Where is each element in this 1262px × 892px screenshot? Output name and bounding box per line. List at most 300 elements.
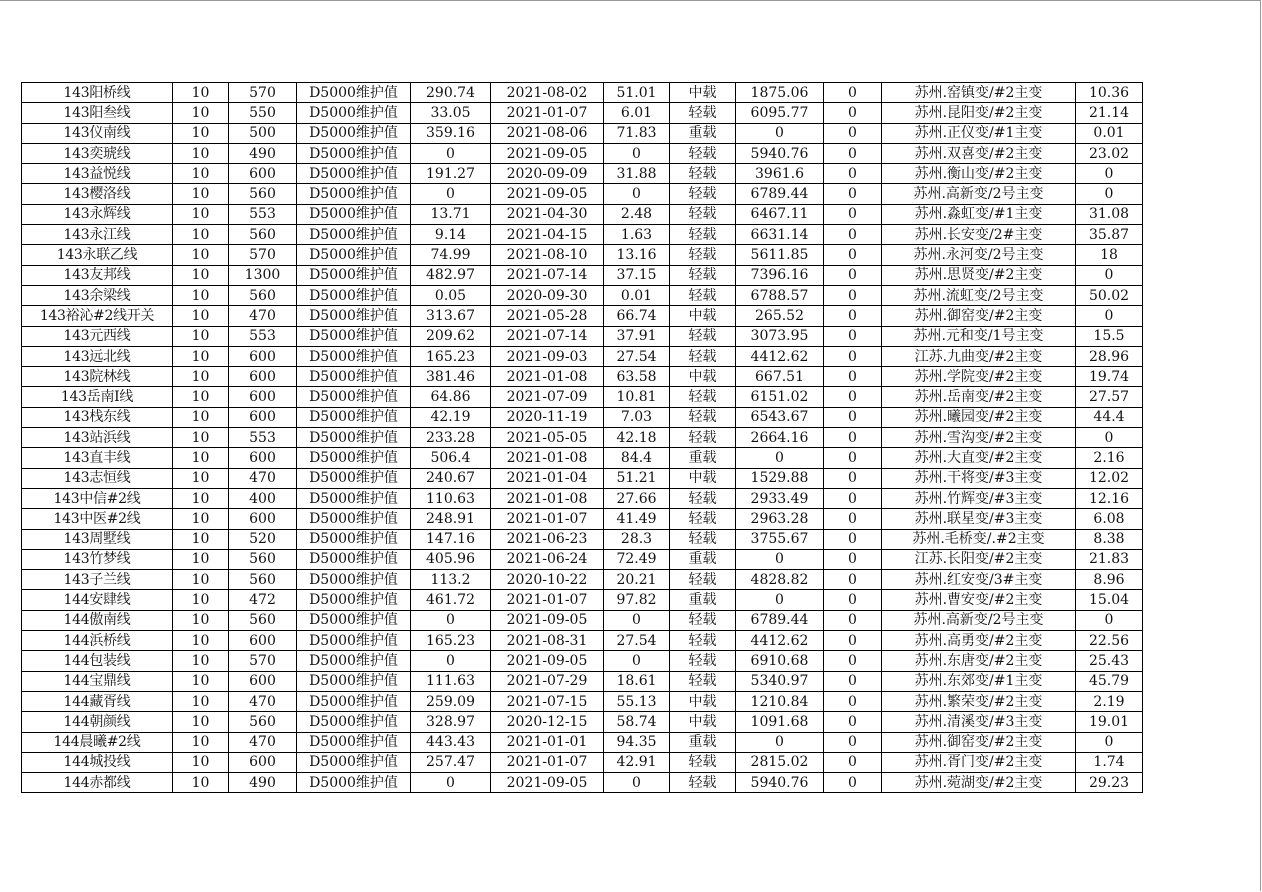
date-cell: 2021-07-09	[491, 387, 604, 407]
capacity-cell: 553	[229, 204, 297, 224]
value-cell: 12.16	[1076, 488, 1143, 508]
source-cell: D5000维护值	[297, 448, 411, 468]
load-status-cell: 中载	[670, 306, 736, 326]
source-cell: D5000维护值	[297, 245, 411, 265]
zero-cell: 0	[824, 651, 882, 671]
date-cell: 2021-06-23	[491, 529, 604, 549]
source-cell: D5000维护值	[297, 549, 411, 569]
margin-cell: 1875.06	[736, 83, 824, 103]
margin-cell: 5611.85	[736, 245, 824, 265]
source-cell: D5000维护值	[297, 712, 411, 732]
substation-cell: 苏州.学院变/#2主变	[882, 367, 1076, 387]
value-cell: 28.96	[1076, 346, 1143, 366]
table-row	[22, 590, 1143, 610]
line-name-cell: 144宝鼎线	[22, 671, 173, 691]
date-cell: 2021-08-31	[491, 631, 604, 651]
substation-cell: 苏州.雪沟变/#2主变	[882, 428, 1076, 448]
margin-cell: 6789.44	[736, 610, 824, 630]
line-name-cell: 144包装线	[22, 651, 173, 671]
zero-cell: 0	[824, 367, 882, 387]
voltage-cell: 10	[173, 631, 229, 651]
line-name-cell: 143永辉线	[22, 204, 173, 224]
zero-cell: 0	[824, 570, 882, 590]
capacity-cell: 553	[229, 428, 297, 448]
capacity-cell: 470	[229, 468, 297, 488]
margin-cell: 1210.84	[736, 691, 824, 711]
table-row	[22, 143, 1143, 163]
load-rate-cell: 97.82	[604, 590, 670, 610]
substation-cell: 苏州.双喜变/#2主变	[882, 143, 1076, 163]
capacity-cell: 560	[229, 712, 297, 732]
current-cell: 0	[411, 184, 491, 204]
source-cell: D5000维护值	[297, 752, 411, 772]
source-cell: D5000维护值	[297, 123, 411, 143]
substation-cell: 苏州.胥门变/#2主变	[882, 752, 1076, 772]
current-cell: 259.09	[411, 691, 491, 711]
margin-cell: 3961.6	[736, 164, 824, 184]
line-name-cell: 143樱洛线	[22, 184, 173, 204]
margin-cell: 265.52	[736, 306, 824, 326]
line-name-cell: 143友邦线	[22, 265, 173, 285]
load-rate-cell: 28.3	[604, 529, 670, 549]
substation-cell: 苏州.长安变/2#主变	[882, 225, 1076, 245]
zero-cell: 0	[824, 306, 882, 326]
current-cell: 33.05	[411, 103, 491, 123]
source-cell: D5000维护值	[297, 651, 411, 671]
load-rate-cell: 0	[604, 143, 670, 163]
date-cell: 2020-12-15	[491, 712, 604, 732]
substation-cell: 苏州.流虹变/2号主变	[882, 285, 1076, 305]
table-row	[22, 732, 1143, 752]
value-cell: 10.36	[1076, 83, 1143, 103]
zero-cell: 0	[824, 468, 882, 488]
margin-cell: 7396.16	[736, 265, 824, 285]
substation-cell: 苏州.岳南变/#2主变	[882, 387, 1076, 407]
line-name-cell: 143子兰线	[22, 570, 173, 590]
substation-cell: 苏州.御窑变/#2主变	[882, 732, 1076, 752]
line-name-cell: 143中信#2线	[22, 488, 173, 508]
table-row	[22, 549, 1143, 569]
current-cell: 313.67	[411, 306, 491, 326]
load-status-cell: 轻载	[670, 204, 736, 224]
voltage-cell: 10	[173, 610, 229, 630]
current-cell: 42.19	[411, 407, 491, 427]
current-cell: 381.46	[411, 367, 491, 387]
capacity-cell: 600	[229, 752, 297, 772]
load-rate-cell: 0	[604, 651, 670, 671]
margin-cell: 0	[736, 549, 824, 569]
current-cell: 165.23	[411, 631, 491, 651]
line-name-cell: 143周墅线	[22, 529, 173, 549]
margin-cell: 6631.14	[736, 225, 824, 245]
date-cell: 2021-08-06	[491, 123, 604, 143]
value-cell: 2.16	[1076, 448, 1143, 468]
capacity-cell: 570	[229, 245, 297, 265]
line-name-cell: 143益悦线	[22, 164, 173, 184]
substation-cell: 苏州.思贤变/#2主变	[882, 265, 1076, 285]
voltage-cell: 10	[173, 752, 229, 772]
substation-cell: 苏州.清溪变/#3主变	[882, 712, 1076, 732]
capacity-cell: 500	[229, 123, 297, 143]
table-row	[22, 367, 1143, 387]
substation-cell: 苏州.元和变/1号主变	[882, 326, 1076, 346]
load-rate-cell: 27.54	[604, 631, 670, 651]
source-cell: D5000维护值	[297, 103, 411, 123]
source-cell: D5000维护值	[297, 732, 411, 752]
voltage-cell: 10	[173, 773, 229, 793]
table-row	[22, 773, 1143, 793]
voltage-cell: 10	[173, 123, 229, 143]
line-name-cell: 144傲南线	[22, 610, 173, 630]
margin-cell: 6467.11	[736, 204, 824, 224]
date-cell: 2021-05-05	[491, 428, 604, 448]
line-name-cell: 144城投线	[22, 752, 173, 772]
date-cell: 2021-01-04	[491, 468, 604, 488]
table-row	[22, 488, 1143, 508]
date-cell: 2021-01-07	[491, 590, 604, 610]
voltage-cell: 10	[173, 590, 229, 610]
current-cell: 290.74	[411, 83, 491, 103]
load-rate-cell: 72.49	[604, 549, 670, 569]
capacity-cell: 600	[229, 631, 297, 651]
load-rate-cell: 58.74	[604, 712, 670, 732]
margin-cell: 0	[736, 448, 824, 468]
line-name-cell: 143阳桥线	[22, 83, 173, 103]
table-row	[22, 407, 1143, 427]
voltage-cell: 10	[173, 509, 229, 529]
capacity-cell: 560	[229, 285, 297, 305]
substation-cell: 苏州.东唐变/#2主变	[882, 651, 1076, 671]
margin-cell: 2664.16	[736, 428, 824, 448]
current-cell: 110.63	[411, 488, 491, 508]
current-cell: 147.16	[411, 529, 491, 549]
voltage-cell: 10	[173, 326, 229, 346]
current-cell: 0	[411, 773, 491, 793]
load-rate-cell: 27.66	[604, 488, 670, 508]
source-cell: D5000维护值	[297, 204, 411, 224]
zero-cell: 0	[824, 407, 882, 427]
load-status-cell: 重载	[670, 549, 736, 569]
current-cell: 9.14	[411, 225, 491, 245]
substation-cell: 苏州.淼虹变/#1主变	[882, 204, 1076, 224]
date-cell: 2021-01-08	[491, 488, 604, 508]
table-row	[22, 570, 1143, 590]
margin-cell: 0	[736, 123, 824, 143]
table-row	[22, 651, 1143, 671]
load-status-cell: 轻载	[670, 285, 736, 305]
margin-cell: 1529.88	[736, 468, 824, 488]
zero-cell: 0	[824, 631, 882, 651]
date-cell: 2021-01-08	[491, 448, 604, 468]
load-status-cell: 轻载	[670, 407, 736, 427]
load-rate-cell: 63.58	[604, 367, 670, 387]
value-cell: 25.43	[1076, 651, 1143, 671]
load-status-cell: 轻载	[670, 529, 736, 549]
load-rate-cell: 27.54	[604, 346, 670, 366]
date-cell: 2021-07-29	[491, 671, 604, 691]
source-cell: D5000维护值	[297, 631, 411, 651]
zero-cell: 0	[824, 529, 882, 549]
current-cell: 233.28	[411, 428, 491, 448]
current-cell: 482.97	[411, 265, 491, 285]
line-name-cell: 143永联乙线	[22, 245, 173, 265]
voltage-cell: 10	[173, 712, 229, 732]
zero-cell: 0	[824, 428, 882, 448]
table-row	[22, 225, 1143, 245]
value-cell: 19.74	[1076, 367, 1143, 387]
load-status-cell: 轻载	[670, 164, 736, 184]
substation-cell: 苏州.高新变/2号主变	[882, 610, 1076, 630]
substation-cell: 苏州.联星变/#3主变	[882, 509, 1076, 529]
current-cell: 443.43	[411, 732, 491, 752]
load-status-cell: 中载	[670, 83, 736, 103]
voltage-cell: 10	[173, 143, 229, 163]
date-cell: 2021-01-07	[491, 752, 604, 772]
source-cell: D5000维护值	[297, 164, 411, 184]
date-cell: 2021-04-30	[491, 204, 604, 224]
line-name-cell: 143岳南I线	[22, 387, 173, 407]
margin-cell: 3755.67	[736, 529, 824, 549]
margin-cell: 5940.76	[736, 143, 824, 163]
substation-cell: 苏州.永河变/2号主变	[882, 245, 1076, 265]
zero-cell: 0	[824, 549, 882, 569]
zero-cell: 0	[824, 448, 882, 468]
load-rate-cell: 84.4	[604, 448, 670, 468]
voltage-cell: 10	[173, 184, 229, 204]
source-cell: D5000维护值	[297, 184, 411, 204]
capacity-cell: 600	[229, 407, 297, 427]
zero-cell: 0	[824, 387, 882, 407]
capacity-cell: 400	[229, 488, 297, 508]
value-cell: 23.02	[1076, 143, 1143, 163]
voltage-cell: 10	[173, 245, 229, 265]
table-row	[22, 752, 1143, 772]
value-cell: 21.14	[1076, 103, 1143, 123]
voltage-cell: 10	[173, 225, 229, 245]
capacity-cell: 570	[229, 651, 297, 671]
load-status-cell: 轻载	[670, 428, 736, 448]
load-status-cell: 轻载	[670, 631, 736, 651]
capacity-cell: 600	[229, 164, 297, 184]
current-cell: 257.47	[411, 752, 491, 772]
load-rate-cell: 42.18	[604, 428, 670, 448]
capacity-cell: 470	[229, 306, 297, 326]
zero-cell: 0	[824, 671, 882, 691]
value-cell: 21.83	[1076, 549, 1143, 569]
line-name-cell: 143院林线	[22, 367, 173, 387]
substation-cell: 江苏.长阳变/#2主变	[882, 549, 1076, 569]
line-name-cell: 144安肆线	[22, 590, 173, 610]
margin-cell: 6095.77	[736, 103, 824, 123]
value-cell: 2.19	[1076, 691, 1143, 711]
voltage-cell: 10	[173, 732, 229, 752]
margin-cell: 6910.68	[736, 651, 824, 671]
load-status-cell: 轻载	[670, 570, 736, 590]
table-body	[22, 83, 1143, 793]
source-cell: D5000维护值	[297, 691, 411, 711]
table-row	[22, 448, 1143, 468]
load-rate-cell: 10.81	[604, 387, 670, 407]
margin-cell: 4828.82	[736, 570, 824, 590]
margin-cell: 2933.49	[736, 488, 824, 508]
value-cell: 12.02	[1076, 468, 1143, 488]
current-cell: 165.23	[411, 346, 491, 366]
capacity-cell: 490	[229, 143, 297, 163]
capacity-cell: 560	[229, 570, 297, 590]
load-status-cell: 中载	[670, 367, 736, 387]
voltage-cell: 10	[173, 570, 229, 590]
source-cell: D5000维护值	[297, 387, 411, 407]
voltage-cell: 10	[173, 367, 229, 387]
capacity-cell: 560	[229, 610, 297, 630]
capacity-cell: 560	[229, 184, 297, 204]
capacity-cell: 600	[229, 367, 297, 387]
load-status-cell: 重载	[670, 732, 736, 752]
date-cell: 2021-08-02	[491, 83, 604, 103]
table-row	[22, 509, 1143, 529]
source-cell: D5000维护值	[297, 326, 411, 346]
value-cell: 15.04	[1076, 590, 1143, 610]
zero-cell: 0	[824, 509, 882, 529]
load-status-cell: 轻载	[670, 225, 736, 245]
zero-cell: 0	[824, 103, 882, 123]
load-rate-cell: 41.49	[604, 509, 670, 529]
source-cell: D5000维护值	[297, 671, 411, 691]
source-cell: D5000维护值	[297, 468, 411, 488]
source-cell: D5000维护值	[297, 488, 411, 508]
load-rate-cell: 55.13	[604, 691, 670, 711]
line-name-cell: 143裕沁#2线开关	[22, 306, 173, 326]
load-status-cell: 轻载	[670, 509, 736, 529]
load-rate-cell: 1.63	[604, 225, 670, 245]
line-name-cell: 143竹梦线	[22, 549, 173, 569]
source-cell: D5000维护值	[297, 306, 411, 326]
table-row	[22, 428, 1143, 448]
current-cell: 111.63	[411, 671, 491, 691]
current-cell: 359.16	[411, 123, 491, 143]
line-name-cell: 143志恒线	[22, 468, 173, 488]
capacity-cell: 560	[229, 549, 297, 569]
substation-cell: 苏州.正仪变/#1主变	[882, 123, 1076, 143]
source-cell: D5000维护值	[297, 529, 411, 549]
table-row	[22, 184, 1143, 204]
substation-cell: 苏州.衡山变/#2主变	[882, 164, 1076, 184]
value-cell: 44.4	[1076, 407, 1143, 427]
load-rate-cell: 0	[604, 610, 670, 630]
voltage-cell: 10	[173, 529, 229, 549]
source-cell: D5000维护值	[297, 590, 411, 610]
substation-cell: 苏州.干将变/#3主变	[882, 468, 1076, 488]
value-cell: 8.38	[1076, 529, 1143, 549]
capacity-cell: 600	[229, 509, 297, 529]
value-cell: 29.23	[1076, 773, 1143, 793]
line-name-cell: 143仪南线	[22, 123, 173, 143]
load-status-cell: 中载	[670, 468, 736, 488]
source-cell: D5000维护值	[297, 407, 411, 427]
load-status-cell: 轻载	[670, 346, 736, 366]
substation-cell: 江苏.九曲变/#2主变	[882, 346, 1076, 366]
table-row	[22, 671, 1143, 691]
substation-cell: 苏州.曹安变/#2主变	[882, 590, 1076, 610]
margin-cell: 0	[736, 732, 824, 752]
substation-cell: 苏州.曦园变/#2主变	[882, 407, 1076, 427]
zero-cell: 0	[824, 225, 882, 245]
date-cell: 2020-10-22	[491, 570, 604, 590]
source-cell: D5000维护值	[297, 83, 411, 103]
substation-cell: 苏州.高新变/2号主变	[882, 184, 1076, 204]
value-cell: 22.56	[1076, 631, 1143, 651]
load-status-cell: 轻载	[670, 143, 736, 163]
load-status-cell: 轻载	[670, 245, 736, 265]
load-rate-cell: 0	[604, 773, 670, 793]
load-rate-cell: 51.01	[604, 83, 670, 103]
load-status-cell: 轻载	[670, 326, 736, 346]
date-cell: 2021-06-24	[491, 549, 604, 569]
margin-cell: 0	[736, 590, 824, 610]
line-name-cell: 143永江线	[22, 225, 173, 245]
load-status-cell: 轻载	[670, 387, 736, 407]
voltage-cell: 10	[173, 265, 229, 285]
substation-cell: 苏州.昆阳变/#2主变	[882, 103, 1076, 123]
zero-cell: 0	[824, 712, 882, 732]
table-row	[22, 529, 1143, 549]
zero-cell: 0	[824, 326, 882, 346]
table-row	[22, 468, 1143, 488]
zero-cell: 0	[824, 488, 882, 508]
load-rate-cell: 0	[604, 184, 670, 204]
zero-cell: 0	[824, 143, 882, 163]
value-cell: 0	[1076, 184, 1143, 204]
voltage-cell: 10	[173, 407, 229, 427]
current-cell: 0	[411, 610, 491, 630]
zero-cell: 0	[824, 590, 882, 610]
date-cell: 2021-09-05	[491, 184, 604, 204]
table-row	[22, 387, 1143, 407]
value-cell: 1.74	[1076, 752, 1143, 772]
table-row	[22, 285, 1143, 305]
voltage-cell: 10	[173, 448, 229, 468]
value-cell: 45.79	[1076, 671, 1143, 691]
date-cell: 2021-01-07	[491, 103, 604, 123]
substation-cell: 苏州.红安变/3#主变	[882, 570, 1076, 590]
current-cell: 248.91	[411, 509, 491, 529]
load-status-cell: 轻载	[670, 610, 736, 630]
substation-cell: 苏州.窑镇变/#2主变	[882, 83, 1076, 103]
date-cell: 2021-09-05	[491, 773, 604, 793]
date-cell: 2021-05-28	[491, 306, 604, 326]
date-cell: 2021-09-05	[491, 143, 604, 163]
zero-cell: 0	[824, 265, 882, 285]
voltage-cell: 10	[173, 651, 229, 671]
line-name-cell: 144朝颜线	[22, 712, 173, 732]
table-row	[22, 610, 1143, 630]
line-name-cell: 144晨曦#2线	[22, 732, 173, 752]
load-rate-cell: 7.03	[604, 407, 670, 427]
zero-cell: 0	[824, 164, 882, 184]
substation-cell: 苏州.高勇变/#2主变	[882, 631, 1076, 651]
date-cell: 2021-07-15	[491, 691, 604, 711]
table-row	[22, 306, 1143, 326]
value-cell: 0	[1076, 306, 1143, 326]
current-cell: 0.05	[411, 285, 491, 305]
load-rate-cell: 6.01	[604, 103, 670, 123]
margin-cell: 5340.97	[736, 671, 824, 691]
voltage-cell: 10	[173, 549, 229, 569]
capacity-cell: 550	[229, 103, 297, 123]
current-cell: 113.2	[411, 570, 491, 590]
load-status-cell: 重载	[670, 448, 736, 468]
load-status-cell: 轻载	[670, 103, 736, 123]
